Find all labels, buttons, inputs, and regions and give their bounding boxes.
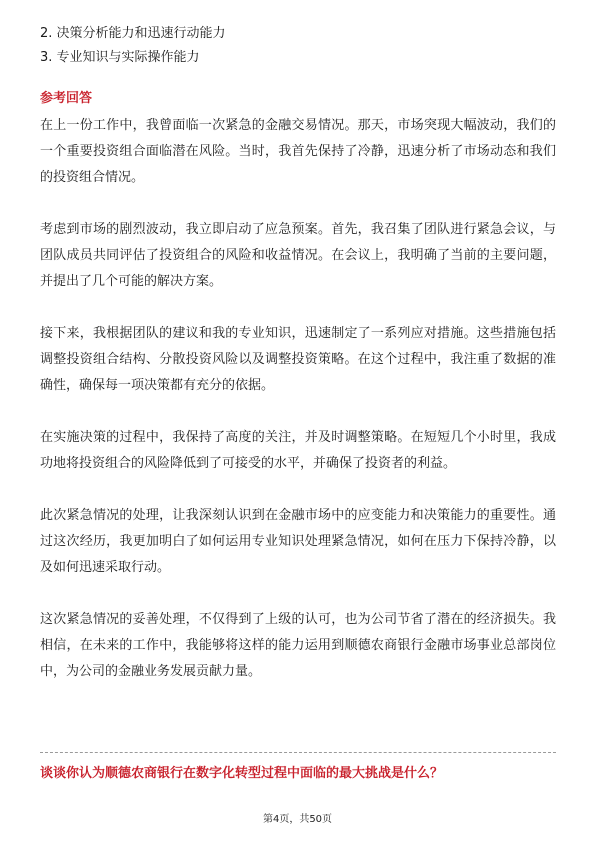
answer-heading: 参考回答: [40, 91, 93, 106]
answer-paragraph: 在上一份工作中，我曾面临一次紧急的金融交易情况。那天，市场突现大幅波动，我们的一个重要投资组合面临潜在风险。当时，我首先保持了冷静，迅速分析了市场动态和我们的投资组合情况。: [40, 118, 556, 185]
section-divider: [40, 752, 556, 753]
next-question-heading: 谈谈你认为顺德农商银行在数字化转型过程中面临的最大挑战是什么？: [40, 766, 444, 781]
page-footer: 第4页，共50页: [262, 814, 333, 825]
answer-paragraph: 此次紧急情况的处理，让我深刻认识到在金融市场中的应变能力和决策能力的重要性。通过这次经历，我更加明白了如何运用专业知识处理紧急情况，如何在压力下保持冷静，以及如何迅速采取行动。: [40, 508, 556, 575]
answer-paragraph: 这次紧急情况的妥善处理，不仅得到了上级的认可，也为公司节省了潜在的经济损失。我相信，在未来的工作中，我能够将这样的能力运用到顺德农商银行金融市场事业总部岗位中，为公司的金融业务发展贡献力量。: [40, 612, 556, 679]
answer-body: [40, 113, 556, 711]
ability-list: [40, 22, 555, 70]
list-item: 3. 专业知识与实际操作能力: [40, 50, 200, 65]
answer-paragraph: 在实施决策的过程中，我保持了高度的关注，并及时调整策略。在短短几个小时里，我成功地将投资组合的风险降低到了可接受的水平，并确保了投资者的利益。: [40, 430, 556, 471]
answer-paragraph: 考虑到市场的剧烈波动，我立即启动了应急预案。首先，我召集了团队进行紧急会议，与团队成员共同评估了投资组合的风险和收益情况。在会议上，我明确了当前的主要问题，并提出了几个可能的解决方案。: [40, 222, 556, 289]
list-item: 2. 决策分析能力和迅速行动能力: [40, 26, 226, 41]
answer-paragraph: 接下来，我根据团队的建议和我的专业知识，迅速制定了一系列应对措施。这些措施包括调整投资组合结构、分散投资风险以及调整投资策略。在这个过程中，我注重了数据的准确性，确保每一项决策都有充分的依据。: [40, 326, 556, 393]
